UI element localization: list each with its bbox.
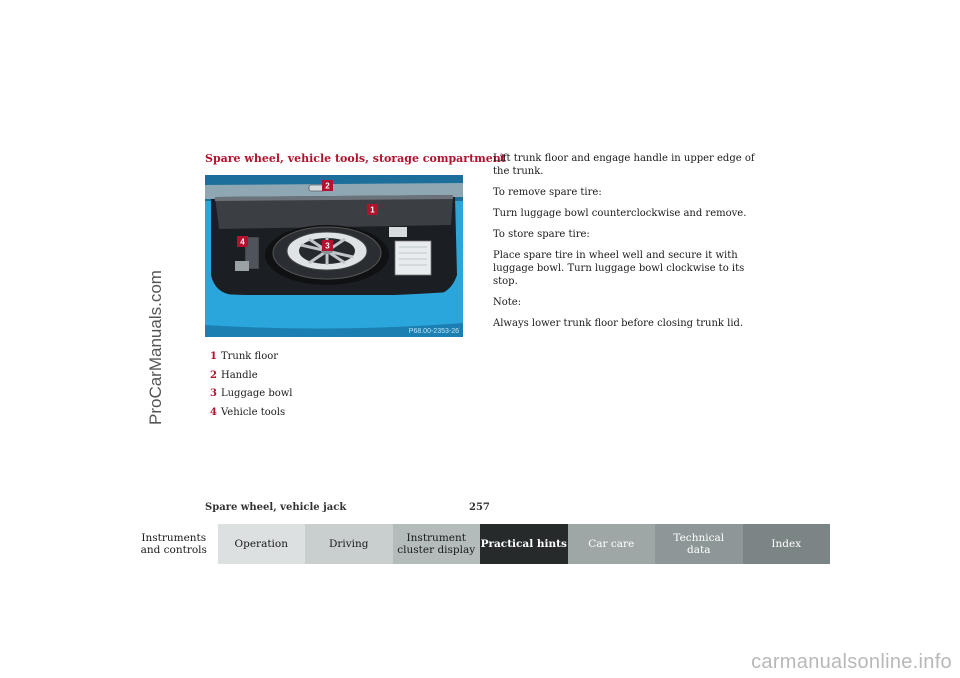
instruction-paragraph: To store spare tire:: [493, 229, 590, 240]
legend-number: 1: [210, 351, 217, 362]
tab-car-care[interactable]: Car care: [568, 524, 656, 564]
instruction-paragraph: Lift trunk floor and engage handle in upper edge of the trunk.: [493, 153, 755, 177]
trunk-illustration: [205, 175, 463, 337]
tab-instruments-and-controls[interactable]: Instruments and controls: [130, 524, 218, 564]
legend-number: 2: [210, 369, 217, 381]
footer-section-title: Spare wheel, vehicle jack: [205, 502, 347, 513]
instruction-paragraph: To remove spare tire:: [493, 187, 602, 198]
instructions-column: [493, 152, 763, 338]
tab-practical-hints[interactable]: Practical hints: [480, 524, 568, 564]
legend-item: [210, 404, 293, 423]
tab-index[interactable]: Index: [743, 524, 831, 564]
tab-technical-data[interactable]: Technical data: [655, 524, 743, 564]
tab-driving[interactable]: Driving: [305, 524, 393, 564]
figure-legend: [210, 348, 293, 422]
figure-code: P68.00-2353-26: [408, 328, 459, 335]
legend-label: Handle: [220, 369, 258, 381]
legend-number: 3: [210, 388, 217, 399]
section-heading: Spare wheel, vehicle tools, storage compartment: [205, 152, 506, 165]
side-watermark: ProCarManuals.com: [146, 270, 165, 425]
callout-2: 2: [325, 181, 330, 191]
callout-3: 3: [325, 241, 330, 251]
legend-label: Trunk floor: [220, 351, 279, 362]
instruction-paragraph: Note:: [493, 297, 522, 308]
legend-number: 4: [210, 406, 217, 418]
callout-4: 4: [240, 237, 245, 247]
trunk-drawing: [205, 175, 463, 337]
legend-item: [210, 348, 293, 367]
legend-label: Vehicle tools: [220, 406, 286, 418]
instruction-paragraph: Place spare tire in wheel well and secure it with luggage bowl. Turn luggage bowl clockwise to its stop.: [493, 250, 745, 287]
instruction-paragraph: Turn luggage bowl counterclockwise and remove.: [493, 208, 747, 219]
chapter-nav: [130, 524, 830, 564]
legend-label: Luggage bowl: [220, 388, 293, 399]
page-number: 257: [469, 502, 490, 513]
legend-item: [210, 385, 293, 404]
instruction-paragraph: Always lower trunk floor before closing trunk lid.: [493, 318, 744, 329]
tab-instrument-cluster-display[interactable]: Instrument cluster display: [393, 524, 481, 564]
legend-item: [210, 367, 293, 386]
tab-operation[interactable]: Operation: [218, 524, 306, 564]
callout-1: 1: [370, 205, 375, 215]
bottom-watermark: carmanualsonline.info: [751, 651, 952, 673]
